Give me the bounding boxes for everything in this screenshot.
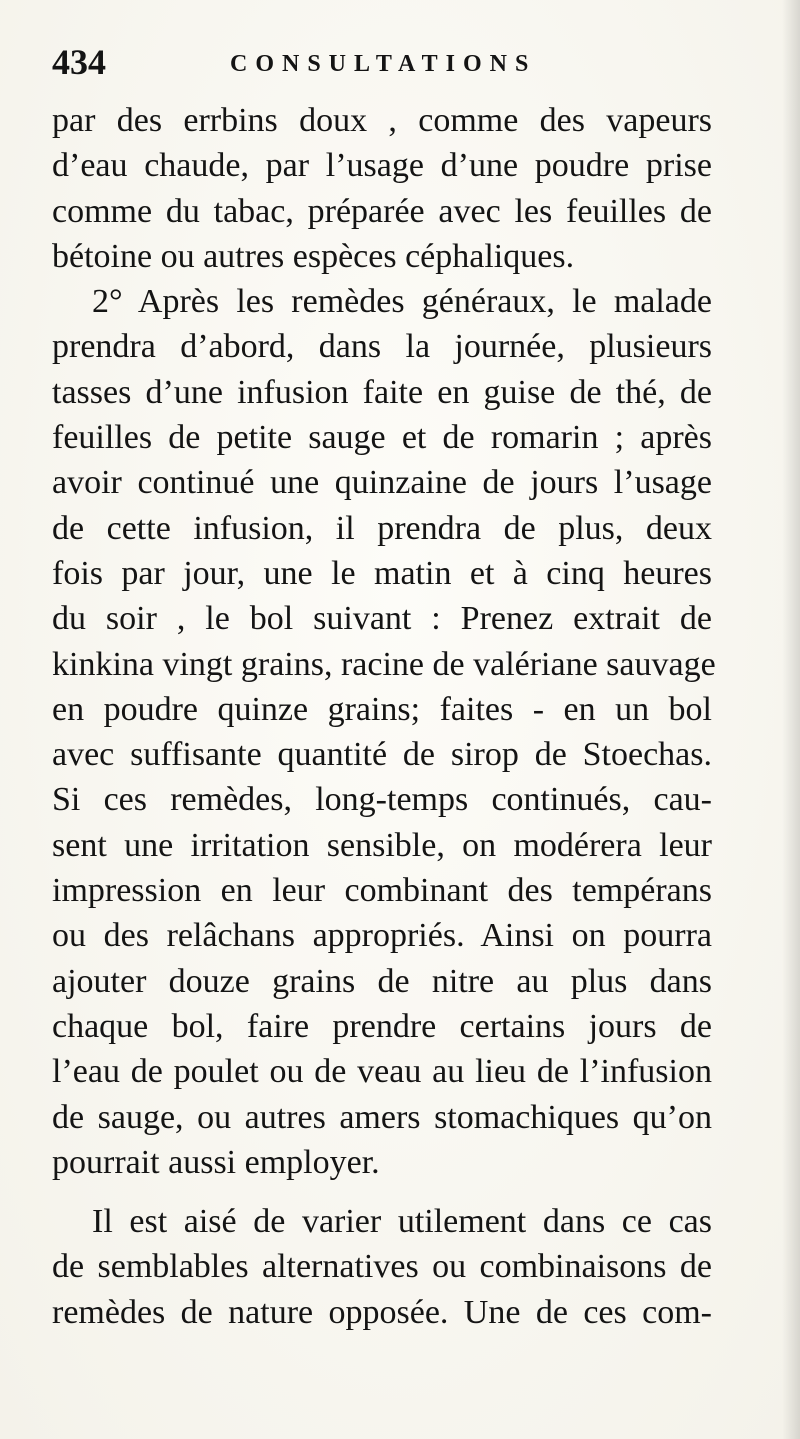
text-line: fois par jour, une le matin et à cinq heures — [52, 554, 712, 592]
text-line: en poudre quinze grains; faites - en un bol — [52, 690, 712, 728]
text-line: Si ces remèdes, long-temps continués, cau- — [52, 781, 712, 819]
text-line: tasses d’une infusion faite en guise de thé, de — [52, 373, 712, 411]
paragraph — [52, 98, 712, 279]
text-line: de sauge, ou autres amers stomachiques qu’on — [52, 1098, 712, 1136]
page-edge-shadow — [782, 0, 800, 1439]
text-line: Il est aisé de varier utilement dans ce cas — [92, 1203, 712, 1241]
text-line: impression en leur combinant des tempérans — [52, 872, 712, 910]
body-text — [52, 98, 716, 1335]
text-line: par des errbins doux , comme des vapeurs — [52, 102, 712, 139]
paragraph-gap — [52, 1185, 712, 1199]
text-line: avec suffisante quantité de sirop de Stoechas. — [52, 736, 712, 774]
text-line: d’eau chaude, par l’usage d’une poudre prise — [52, 147, 712, 185]
text-line: avoir continué une quinzaine de jours l’usage — [52, 464, 712, 502]
text-line: bétoine ou autres espèces céphaliques. — [52, 237, 575, 275]
text-line: 2° Après les remèdes généraux, le malade — [92, 283, 712, 321]
text-line: l’eau de poulet ou de veau au lieu de l’infusion — [52, 1053, 712, 1091]
page-number: 434 — [52, 42, 106, 82]
text-line: kinkina vingt grains, racine de valériane sauvage — [52, 645, 716, 683]
text-line: pourrait aussi employer. — [52, 1143, 380, 1181]
text-line: du soir , le bol suivant : Prenez extrait de — [52, 600, 712, 638]
text-line: ajouter douze grains de nitre au plus dans — [52, 962, 712, 1000]
text-line: feuilles de petite sauge et de romarin ; après — [52, 419, 712, 457]
text-line: de cette infusion, il prendra de plus, deux — [52, 509, 712, 547]
paragraph — [52, 279, 716, 1185]
text-line: prendra d’abord, dans la journée, plusieurs — [52, 328, 712, 366]
text-line: de semblables alternatives ou combinaisons de — [52, 1248, 712, 1286]
paragraph — [52, 1199, 712, 1335]
text-line: chaque bol, faire prendre certains jours de — [52, 1007, 712, 1045]
running-head: CONSULTATIONS — [230, 51, 537, 77]
page-header — [52, 42, 752, 92]
text-line: remèdes de nature opposée. Une de ces com- — [52, 1293, 712, 1331]
text-line: comme du tabac, préparée avec les feuilles de — [52, 192, 712, 230]
text-line: ou des relâchans appropriés. Ainsi on pourra — [52, 917, 712, 955]
text-line: sent une irritation sensible, on modérera leur — [52, 826, 712, 864]
